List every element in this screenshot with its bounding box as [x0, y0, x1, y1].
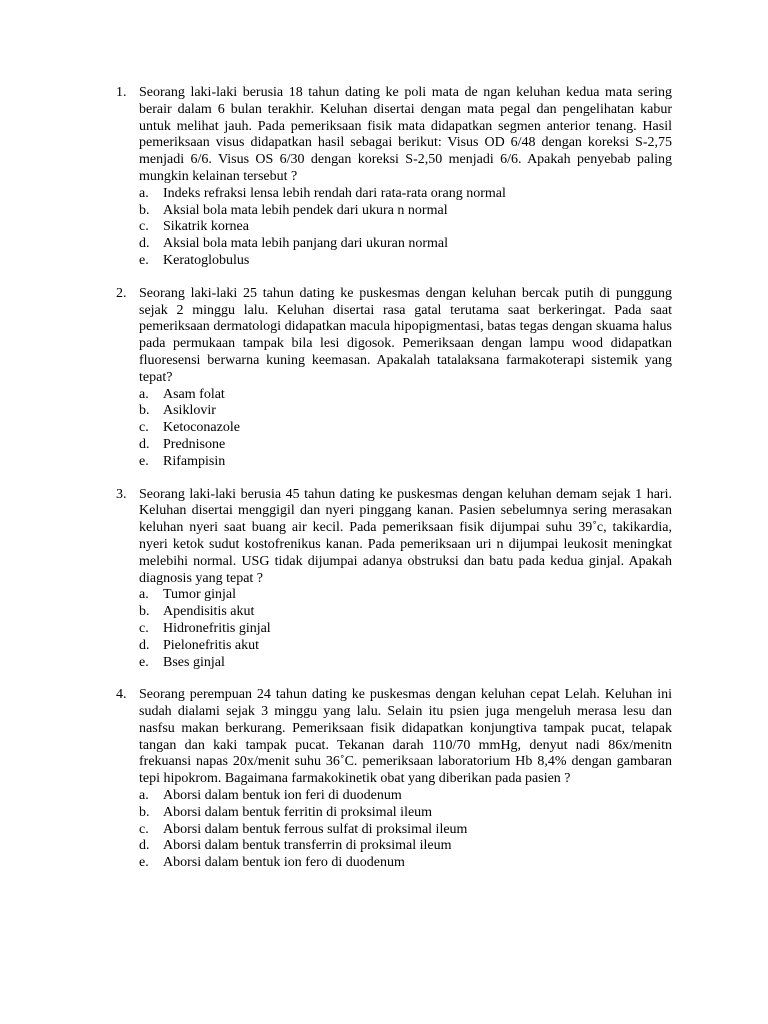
- option-letter: c.: [139, 420, 149, 436]
- option-letter: a.: [139, 185, 149, 201]
- option-e: [139, 655, 672, 672]
- option-c: [139, 420, 672, 437]
- option-text: Prednisone: [163, 436, 226, 452]
- question-text: Seorang laki-laki berusia 18 tahun dating ke poli mata de ngan keluhan kedua mata sering berair dalam 6 bulan terakhir. Keluhan disertai dengan mata pegal dan pengelihatan kabur untuk melihat jauh. Pada pemeriksaan fisik mata didapatkan segmen anterior tenang. Hasil pemeriksaan visus didapatkan hasil sebagai berikut: Visus OD 6/48 dengan koreksi S-2,75 menjadi 6/6. Visus OS 6/30 dengan koreksi S-2,50 menjadi 6/6. Apakah penyebab paling mungkin kelainan tersebut ?: [139, 85, 672, 184]
- option-list: [139, 387, 672, 471]
- option-letter: b.: [139, 403, 150, 419]
- option-b: [139, 403, 672, 420]
- option-text: Aborsi dalam bentuk ferritin di proksimal ileum: [163, 804, 433, 820]
- option-a: [139, 186, 672, 203]
- question-number: 4.: [116, 687, 127, 703]
- option-a: [139, 387, 672, 404]
- option-text: Aksial bola mata lebih panjang dari ukuran normal: [163, 236, 448, 252]
- question-text: Seorang laki-laki berusia 45 tahun dating ke puskesmas dengan keluhan demam sejak 1 hari. Keluhan disertai menggigil dan nyeri pinggang kanan. Pasien sebelumnya sering merasakan keluhan nyeri saat buang air kecil. Pada pemeriksaan fisik dijumpai suhu 39˚c, takikardia, nyeri ketok sudut kostofrenikus kanan. Pada pemeriksaan uri n dijumpai leukosit meningkat melebihi normal. USG tidak dijumpai adanya obstruksi dan batu pada kedua ginjal. Apakah diagnosis yang tepat ?: [139, 486, 672, 586]
- option-list: [139, 186, 672, 270]
- option-d: [139, 236, 672, 253]
- option-e: [139, 454, 672, 471]
- question-1: [116, 85, 672, 270]
- question-body: [139, 286, 672, 471]
- option-c: [139, 219, 672, 236]
- question-3: [116, 487, 672, 672]
- option-text: Pielonefritis akut: [163, 637, 260, 653]
- option-text: Ketoconazole: [163, 420, 240, 436]
- option-text: Aborsi dalam bentuk transferrin di proksimal ileum: [163, 838, 452, 854]
- option-text: Asam folat: [163, 386, 225, 402]
- option-text: Hidronefritis ginjal: [163, 620, 271, 636]
- option-letter: e.: [139, 855, 149, 871]
- option-c: [139, 822, 672, 839]
- question-number: 2.: [116, 285, 127, 301]
- question-2: [116, 286, 672, 471]
- question-body: [139, 687, 672, 872]
- option-text: Tumor ginjal: [163, 587, 236, 603]
- option-letter: a.: [139, 788, 149, 804]
- option-text: Apendisitis akut: [163, 604, 255, 620]
- option-d: [139, 437, 672, 454]
- question-number: 3.: [116, 486, 127, 502]
- option-letter: c.: [139, 620, 149, 636]
- option-e: [139, 253, 672, 270]
- option-d: [139, 638, 672, 655]
- option-letter: c.: [139, 219, 149, 235]
- option-list: [139, 587, 672, 671]
- option-text: Aborsi dalam bentuk ion fero di duodenum: [163, 855, 405, 871]
- option-letter: b.: [139, 804, 150, 820]
- option-letter: d.: [139, 436, 150, 452]
- option-text: Aborsi dalam bentuk ion feri di duodenum: [163, 788, 402, 804]
- option-list: [139, 788, 672, 872]
- option-a: [139, 788, 672, 805]
- option-text: Aborsi dalam bentuk ferrous sulfat di proksimal ileum: [163, 821, 468, 837]
- question-text: Seorang perempuan 24 tahun dating ke puskesmas dengan keluhan cepat Lelah. Keluhan ini sudah dialami sejak 3 minggu yang lalu. Selain itu psien juga mengeluh merasa lesu dan nasfsu makan berkurang. Pemeriksaan fisik didapatkan konjungtiva tampak pucat, telapak tangan dan kaki tampak pucat. Tekanan darah 110/70 mmHg, denyut nadi 86x/menitn frekuansi napas 20x/menit suhu 36˚C. pemeriksaan laboratorium Hb 8,4% dengan gambaran tepi hipokrom. Bagaimana farmakokinetik obat yang diberikan pada pasien ?: [139, 687, 672, 787]
- option-b: [139, 203, 672, 220]
- option-text: Indeks refraksi lensa lebih rendah dari rata-rata orang normal: [163, 185, 506, 201]
- question-number: 1.: [116, 85, 127, 100]
- option-c: [139, 621, 672, 638]
- option-letter: d.: [139, 838, 150, 854]
- option-text: Bses ginjal: [163, 654, 225, 670]
- option-letter: b.: [139, 604, 150, 620]
- option-e: [139, 855, 672, 872]
- option-letter: d.: [139, 637, 150, 653]
- option-b: [139, 604, 672, 621]
- option-text: Keratoglobulus: [163, 252, 250, 268]
- option-text: Sikatrik kornea: [163, 219, 249, 235]
- option-text: Rifampisin: [163, 453, 226, 469]
- option-b: [139, 805, 672, 822]
- question-body: [139, 85, 672, 270]
- option-letter: b.: [139, 202, 150, 218]
- option-letter: d.: [139, 236, 150, 252]
- option-d: [139, 838, 672, 855]
- option-letter: a.: [139, 587, 149, 603]
- option-letter: c.: [139, 821, 149, 837]
- option-text: Aksial bola mata lebih pendek dari ukura n normal: [163, 202, 448, 218]
- option-a: [139, 587, 672, 604]
- option-letter: e.: [139, 252, 149, 268]
- option-letter: e.: [139, 654, 149, 670]
- question-text: Seorang laki-laki 25 tahun dating ke puskesmas dengan keluhan bercak putih di punggung sejak 2 minggu lalu. Keluhan disertai rasa gatal terutama saat berkeringat. Pada saat pemeriksaan dermatologi didapatkan macula hipopigmentasi, batas tegas dengan skuama halus pada permukaan tampak bila lesi digosok. Pemeriksaan dengan lampu wood didapatkan fluoresensi berwarna kuning keemasan. Apakalah tatalaksana farmakoterapi sistemik yang tepat?: [139, 285, 672, 385]
- option-letter: a.: [139, 386, 149, 402]
- option-text: Asiklovir: [163, 403, 216, 419]
- question-4: [116, 687, 672, 872]
- option-letter: e.: [139, 453, 149, 469]
- question-body: [139, 487, 672, 672]
